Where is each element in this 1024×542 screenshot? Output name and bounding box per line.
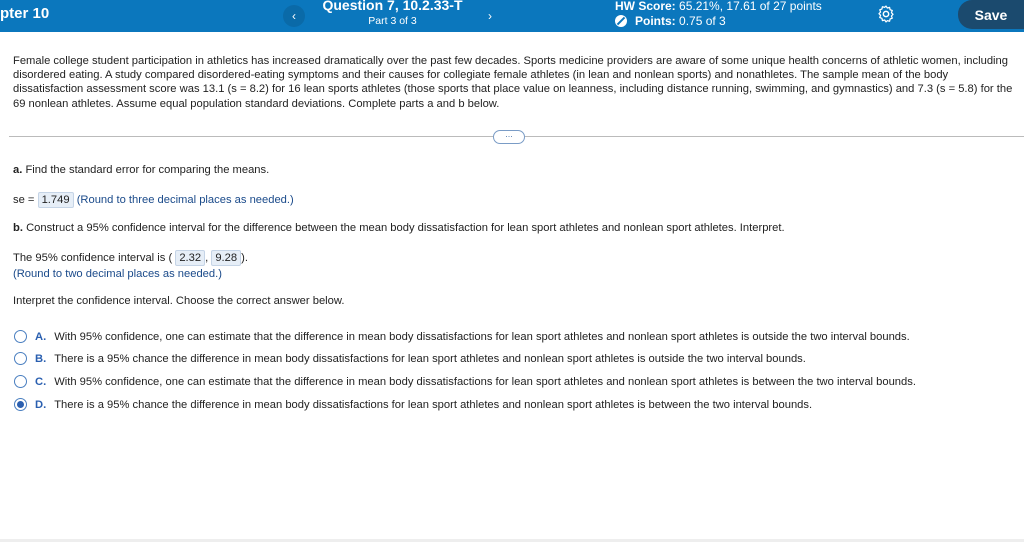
points-value: 0.75 of 3 [679, 14, 726, 28]
option-b-letter: B. [35, 352, 47, 365]
radio-d-selected[interactable] [14, 398, 27, 411]
option-a[interactable] [14, 330, 910, 343]
expand-more-button[interactable]: … [493, 130, 525, 144]
ci-suffix: ). [241, 252, 248, 264]
question-part: Part 3 of 3 [368, 15, 417, 27]
radio-a[interactable] [14, 330, 27, 343]
interpret-prompt: Interpret the confidence interval. Choose the correct answer below. [13, 295, 345, 307]
option-a-letter: A. [35, 330, 47, 343]
se-label: se = [13, 194, 35, 206]
chevron-right-icon: › [488, 9, 492, 23]
gear-icon[interactable] [876, 4, 896, 24]
ci-separator: , [205, 252, 209, 264]
part-a-text: Find the standard error for comparing the means. [25, 164, 270, 176]
option-c-letter: C. [35, 375, 47, 388]
option-d-text: There is a 95% chance the difference in mean body dissatisfactions for lean sport athletes and nonlean sport athletes is between the two interval bounds. [54, 398, 813, 411]
part-b-prompt [13, 222, 785, 234]
hw-score-value: 65.21%, 17.61 of 27 points [679, 0, 822, 13]
points [615, 14, 726, 28]
points-label: Points: [635, 14, 676, 28]
option-c[interactable] [14, 375, 916, 388]
part-b-text: Construct a 95% confidence interval for the difference between the mean body dissatisfaction for lean sport athletes and nonlean sport athletes. Interpret. [26, 222, 785, 234]
chevron-left-icon: ‹ [292, 9, 296, 23]
chapter-title: pter 10 [0, 5, 50, 22]
ci-lower-box[interactable]: 2.32 [175, 250, 205, 266]
option-b[interactable] [14, 352, 806, 365]
option-d[interactable] [14, 398, 812, 411]
ci-upper-box[interactable]: 9.28 [211, 250, 241, 266]
se-hint: (Round to three decimal places as needed.) [76, 194, 294, 206]
top-bar [0, 0, 1024, 32]
option-a-text: With 95% confidence, one can estimate that the difference in mean body dissatisfactions for lean sport athletes and nonlean sport athletes is outside the two interval bounds. [54, 330, 910, 343]
hw-score-label: HW Score: [615, 0, 676, 13]
part-a-letter: a. [13, 164, 23, 176]
ci-prefix: The 95% confidence interval is ( [13, 252, 173, 264]
se-answer-box[interactable]: 1.749 [38, 192, 74, 208]
radio-b[interactable] [14, 352, 27, 365]
option-c-text: With 95% confidence, one can estimate that the difference in mean body dissatisfactions for lean sport athletes and nonlean sport athletes is between the two interval bounds. [54, 375, 916, 388]
option-d-letter: D. [35, 398, 47, 411]
save-button[interactable]: Save [958, 0, 1024, 29]
option-b-text: There is a 95% chance the difference in mean body dissatisfactions for lean sport athletes and nonlean sport athletes is outside the two interval bounds. [54, 352, 806, 365]
se-answer-line [13, 192, 294, 208]
hw-score [615, 0, 822, 13]
radio-c[interactable] [14, 375, 27, 388]
ci-hint: (Round to two decimal places as needed.) [13, 268, 222, 280]
partial-credit-icon [615, 15, 627, 27]
part-b-letter: b. [13, 222, 23, 234]
next-question-button[interactable] [479, 5, 501, 27]
problem-statement: Female college student participation in athletics has increased dramatically over the past few decades. Sports medicine providers are aware of some unique health concerns of athletic women, including disordered eating. A study compared disordered-eating symptoms and their causes for collegiate female athletes (in lean and nonlean sports) and nonathletes. The sample mean of the body dissatisfaction assessment score was 13.1 (s = 8.2) for 16 lean sports athletes (those sports that place value on leanness, including distance running, swimming, and gymnastics) and 7.3 (s = 5.8) for the 69 nonlean athletes. Assume equal population standard deviations. Complete parts a and b below. [13, 55, 1013, 110]
part-a-prompt [13, 164, 269, 176]
question-title: Question 7, 10.2.33-T [322, 0, 463, 13]
ci-answer-line [13, 250, 248, 266]
